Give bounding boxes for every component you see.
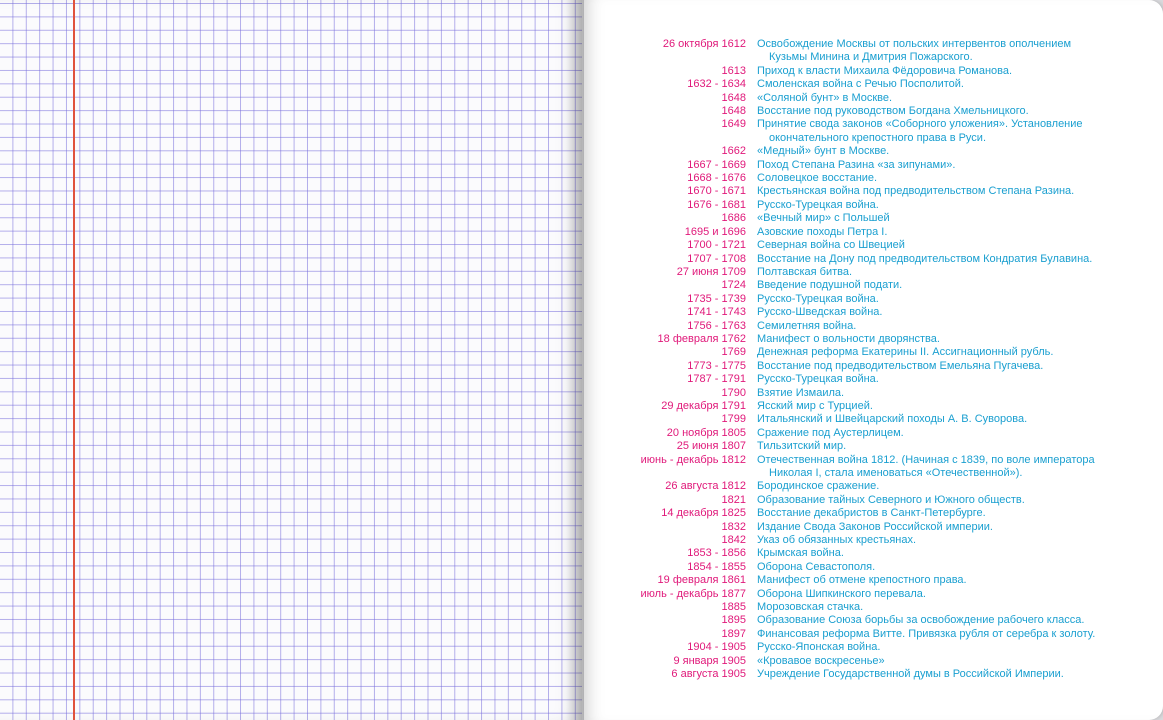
event-text: Русско-Японская война. bbox=[757, 641, 881, 654]
event-text: Восстание на Дону под предводительством Кондратия Булавина. bbox=[757, 252, 1093, 265]
event-date: 1613 bbox=[721, 64, 746, 77]
timeline-row bbox=[584, 480, 1163, 493]
event-date: 1842 bbox=[721, 534, 746, 547]
event-date: 1648 bbox=[721, 105, 746, 118]
timeline-row bbox=[584, 547, 1163, 560]
event-description bbox=[757, 279, 1117, 292]
timeline-row bbox=[584, 212, 1163, 225]
timeline-row bbox=[584, 628, 1163, 641]
timeline-row bbox=[584, 145, 1163, 158]
event-description bbox=[757, 105, 1117, 118]
timeline-row bbox=[584, 38, 1163, 65]
event-description bbox=[757, 400, 1117, 413]
event-date: 1799 bbox=[721, 413, 746, 426]
event-description bbox=[757, 628, 1117, 641]
timeline-row bbox=[584, 226, 1163, 239]
event-description bbox=[757, 480, 1117, 493]
timeline-row bbox=[584, 253, 1163, 266]
event-description bbox=[757, 387, 1117, 400]
event-date: 1662 bbox=[721, 145, 746, 158]
event-description bbox=[757, 118, 1117, 145]
timeline-row bbox=[584, 360, 1163, 373]
event-date: 1668 - 1676 bbox=[687, 172, 746, 185]
event-description bbox=[757, 601, 1117, 614]
event-text: Бородинское сражение. bbox=[757, 480, 880, 493]
event-description bbox=[757, 655, 1117, 668]
timeline-row bbox=[584, 373, 1163, 386]
event-description bbox=[757, 360, 1117, 373]
timeline-row bbox=[584, 105, 1163, 118]
event-text: Денежная реформа Екатерины II. Ассигнационный рубль. bbox=[757, 346, 1054, 359]
event-date: 9 января 1905 bbox=[673, 654, 746, 667]
event-text: Принятие свода законов «Соборного уложения». Установление bbox=[757, 118, 1083, 131]
event-date: 1667 - 1669 bbox=[687, 158, 746, 171]
timeline-row bbox=[584, 293, 1163, 306]
event-text: Издание Свода Законов Российской империи. bbox=[757, 520, 993, 533]
timeline-row bbox=[584, 172, 1163, 185]
event-description bbox=[757, 588, 1117, 601]
event-text-continuation: Кузьмы Минина и Дмитрия Пожарского. bbox=[769, 51, 973, 64]
event-description bbox=[757, 226, 1117, 239]
timeline-row bbox=[584, 454, 1163, 481]
timeline-row bbox=[584, 239, 1163, 252]
timeline-row bbox=[584, 387, 1163, 400]
event-description bbox=[757, 561, 1117, 574]
event-date: 1787 - 1791 bbox=[687, 373, 746, 386]
timeline-row bbox=[584, 507, 1163, 520]
event-text: «Кровавое воскресенье» bbox=[757, 654, 885, 667]
event-date: 29 декабря 1791 bbox=[661, 399, 746, 412]
event-text: Крымская война. bbox=[757, 547, 844, 560]
timeline-row bbox=[584, 588, 1163, 601]
event-description bbox=[757, 574, 1117, 587]
timeline-row bbox=[584, 199, 1163, 212]
event-description bbox=[757, 78, 1117, 91]
timeline-row bbox=[584, 574, 1163, 587]
event-date: 1790 bbox=[721, 386, 746, 399]
event-text: «Вечный мир» с Польшей bbox=[757, 212, 890, 225]
event-date: 20 ноября 1805 bbox=[666, 426, 746, 439]
event-date: 14 декабря 1825 bbox=[661, 507, 746, 520]
event-date: 1724 bbox=[721, 279, 746, 292]
timeline-row bbox=[584, 400, 1163, 413]
timeline-row bbox=[584, 601, 1163, 614]
event-text: Полтавская битва. bbox=[757, 265, 853, 278]
event-text: Русско-Турецкая война. bbox=[757, 373, 879, 386]
event-text: Морозовская стачка. bbox=[757, 601, 864, 614]
event-date: 1895 bbox=[721, 614, 746, 627]
event-text: Освобождение Москвы от польских интервентов ополчением bbox=[757, 38, 1072, 50]
event-date: 1885 bbox=[721, 601, 746, 614]
event-text: Русско-Шведская война. bbox=[757, 306, 883, 319]
timeline-list bbox=[584, 38, 1163, 682]
event-description bbox=[757, 521, 1117, 534]
timeline-row bbox=[584, 668, 1163, 681]
event-description bbox=[757, 266, 1117, 279]
event-date: 1741 - 1743 bbox=[687, 306, 746, 319]
event-text: Оборона Шипкинского перевала. bbox=[757, 587, 926, 600]
page-gutter bbox=[566, 0, 584, 720]
event-date: 1853 - 1856 bbox=[687, 547, 746, 560]
event-date: 1649 bbox=[721, 118, 746, 131]
event-text: Крестьянская война под предводительством Степана Разина. bbox=[757, 185, 1075, 198]
event-text: Финансовая реформа Витте. Привязка рубля от серебра к золоту. bbox=[757, 627, 1096, 640]
event-date: 1648 bbox=[721, 91, 746, 104]
event-text: Манифест об отмене крепостного права. bbox=[757, 574, 967, 587]
timeline-row bbox=[584, 346, 1163, 359]
event-description bbox=[757, 212, 1117, 225]
event-text: Сражение под Аустерлицем. bbox=[757, 426, 904, 439]
event-date: 1756 - 1763 bbox=[687, 319, 746, 332]
event-date: 27 июня 1709 bbox=[676, 265, 746, 278]
event-description bbox=[757, 547, 1117, 560]
timeline-page bbox=[584, 0, 1163, 720]
event-date: 6 августа 1905 bbox=[671, 668, 746, 681]
timeline-row bbox=[584, 65, 1163, 78]
event-description bbox=[757, 293, 1117, 306]
event-text: Образование тайных Северного и Южного обществ. bbox=[757, 493, 1025, 506]
event-date: 25 июня 1807 bbox=[676, 440, 746, 453]
event-text: Оборона Севастополя. bbox=[757, 560, 876, 573]
timeline-row bbox=[584, 333, 1163, 346]
event-date: 1897 bbox=[721, 627, 746, 640]
event-date: 1735 - 1739 bbox=[687, 292, 746, 305]
event-description bbox=[757, 320, 1117, 333]
event-date: 1854 - 1855 bbox=[687, 560, 746, 573]
event-text: Поход Степана Разина «за зипунами». bbox=[757, 158, 956, 171]
event-text: Итальянский и Швейцарский походы А. В. Суворова. bbox=[757, 413, 1028, 426]
timeline-row bbox=[584, 413, 1163, 426]
event-text: Соловецкое восстание. bbox=[757, 172, 878, 185]
event-date: 1695 и 1696 bbox=[684, 225, 746, 238]
event-description bbox=[757, 614, 1117, 627]
timeline-row bbox=[584, 159, 1163, 172]
event-date: 1676 - 1681 bbox=[687, 198, 746, 211]
event-description bbox=[757, 507, 1117, 520]
event-text: Восстание декабристов в Санкт-Петербурге. bbox=[757, 507, 986, 520]
event-text: Учреждение Государственной думы в Российской Империи. bbox=[757, 668, 1064, 681]
event-description bbox=[757, 494, 1117, 507]
event-description bbox=[757, 159, 1117, 172]
event-description bbox=[757, 440, 1117, 453]
event-text: Азовские походы Петра I. bbox=[757, 225, 888, 238]
event-date: 26 августа 1812 bbox=[665, 480, 746, 493]
event-date: 1832 bbox=[721, 520, 746, 533]
event-text: Приход к власти Михаила Фёдоровича Романова. bbox=[757, 64, 1013, 77]
margin-line bbox=[73, 0, 75, 720]
event-date: июнь - декабрь 1812 bbox=[640, 453, 746, 466]
event-text: Взятие Измаила. bbox=[757, 386, 845, 399]
event-description bbox=[757, 239, 1117, 252]
event-date: июль - декабрь 1877 bbox=[640, 587, 746, 600]
timeline-row bbox=[584, 561, 1163, 574]
timeline-row bbox=[584, 320, 1163, 333]
event-date: 1632 - 1634 bbox=[687, 78, 746, 91]
event-description bbox=[757, 346, 1117, 359]
event-description bbox=[757, 38, 1117, 65]
event-date: 1686 bbox=[721, 212, 746, 225]
event-text: Введение подушной подати. bbox=[757, 279, 903, 292]
event-date: 1700 - 1721 bbox=[687, 239, 746, 252]
timeline-row bbox=[584, 655, 1163, 668]
event-description bbox=[757, 534, 1117, 547]
timeline-row bbox=[584, 118, 1163, 145]
timeline-row bbox=[584, 185, 1163, 198]
event-text: Манифест о вольности дворянства. bbox=[757, 332, 940, 345]
timeline-row bbox=[584, 494, 1163, 507]
timeline-row bbox=[584, 521, 1163, 534]
event-description bbox=[757, 145, 1117, 158]
event-description bbox=[757, 373, 1117, 386]
event-text: «Соляной бунт» в Москве. bbox=[757, 91, 893, 104]
event-text: Отечественная война 1812. (Начиная с 1839, по воле императора bbox=[757, 453, 1095, 466]
event-description bbox=[757, 333, 1117, 346]
event-text: Смоленская война с Речью Посполитой. bbox=[757, 78, 964, 91]
event-text: Восстание под руководством Богдана Хмельницкого. bbox=[757, 105, 1029, 118]
event-date: 1670 - 1671 bbox=[687, 185, 746, 198]
event-text: Указ об обязанных крестьянах. bbox=[757, 534, 917, 547]
event-description bbox=[757, 92, 1117, 105]
timeline-row bbox=[584, 614, 1163, 627]
event-text: Восстание под предводительством Емельяна Пугачева. bbox=[757, 359, 1044, 372]
timeline-row bbox=[584, 641, 1163, 654]
event-date: 1821 bbox=[721, 493, 746, 506]
timeline-row bbox=[584, 92, 1163, 105]
event-description bbox=[757, 427, 1117, 440]
event-description bbox=[757, 199, 1117, 212]
event-text: «Медный» бунт в Москве. bbox=[757, 145, 890, 158]
event-text: Северная война со Швецией bbox=[757, 239, 905, 252]
event-text-continuation: окончательного крепостного права в Руси. bbox=[769, 131, 987, 144]
event-text: Русско-Турецкая война. bbox=[757, 198, 879, 211]
event-text: Ясский мир с Турцией. bbox=[757, 399, 873, 412]
event-description bbox=[757, 172, 1117, 185]
event-date: 1773 - 1775 bbox=[687, 359, 746, 372]
timeline-row bbox=[584, 534, 1163, 547]
event-date: 1707 - 1708 bbox=[687, 252, 746, 265]
timeline-row bbox=[584, 266, 1163, 279]
event-description bbox=[757, 185, 1117, 198]
event-date: 18 февраля 1762 bbox=[657, 332, 746, 345]
timeline-row bbox=[584, 306, 1163, 319]
event-description bbox=[757, 306, 1117, 319]
timeline-row bbox=[584, 440, 1163, 453]
event-date: 1904 - 1905 bbox=[687, 641, 746, 654]
event-description bbox=[757, 413, 1117, 426]
event-text: Образование Союза борьбы за освобождение рабочего класса. bbox=[757, 614, 1085, 627]
event-description bbox=[757, 668, 1117, 681]
event-description bbox=[757, 65, 1117, 78]
event-description bbox=[757, 454, 1117, 481]
event-date: 26 октября 1612 bbox=[662, 38, 746, 50]
event-date: 1769 bbox=[721, 346, 746, 359]
event-description bbox=[757, 641, 1117, 654]
timeline-row bbox=[584, 78, 1163, 91]
timeline-row bbox=[584, 279, 1163, 292]
event-text: Семилетняя война. bbox=[757, 319, 857, 332]
event-date: 19 февраля 1861 bbox=[657, 574, 746, 587]
event-description bbox=[757, 253, 1117, 266]
event-text: Тильзитский мир. bbox=[757, 440, 847, 453]
timeline-row bbox=[584, 427, 1163, 440]
event-text: Русско-Турецкая война. bbox=[757, 292, 879, 305]
event-text-continuation: Николая I, стала именоваться «Отечественной»). bbox=[769, 467, 1023, 479]
